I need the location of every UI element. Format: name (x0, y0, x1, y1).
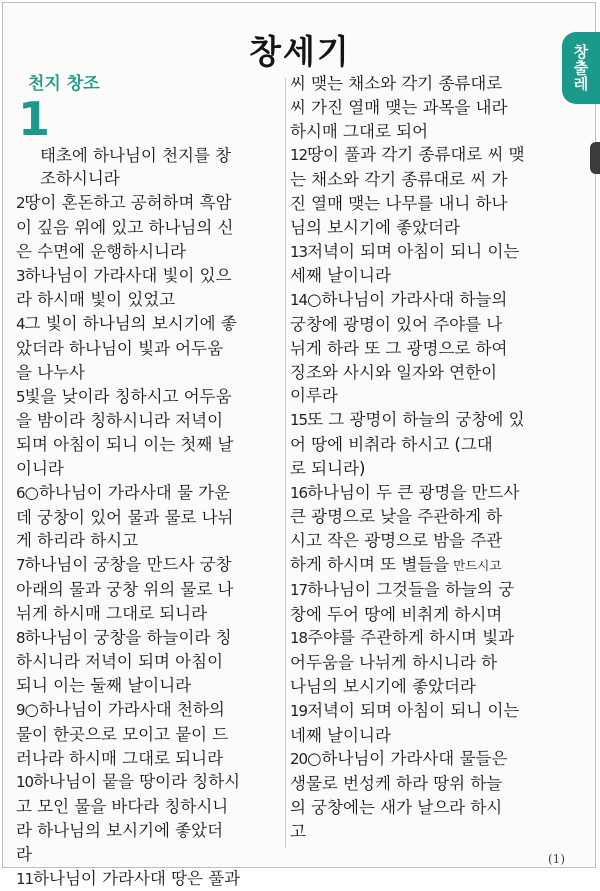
verse-number: 12 (290, 146, 307, 164)
verse-number: 18 (290, 629, 307, 647)
verse-number: 2 (16, 194, 25, 212)
verse-11 (16, 867, 282, 891)
verse-text: 빛을 낮이라 칭하시고 어두움 을 밤이라 칭하시니라 저녁이 되며 아침이 되니 이는 첫째 날 이니라 (16, 387, 234, 478)
verse-20 (290, 747, 558, 843)
book-index-tab[interactable]: 창출레 (562, 32, 600, 104)
verse-15 (290, 408, 558, 480)
verse-number: 5 (16, 388, 25, 406)
verse-text: 하나님이 두 큰 광명을 만드사 큰 광명으로 낮을 주관하게 하 시고 작은 광명으로 밤을 주관 하게 하시며 또 별들을 (290, 483, 519, 574)
verse-text: 태초에 하나님이 천지를 창 조하시니라 (40, 146, 231, 189)
verse-12 (290, 143, 558, 239)
verse-text: 하나님이 뭍을 땅이라 칭하시 고 모인 물을 바다라 칭하시니 라 하나님의 보시기에 좋았더 라 (16, 772, 240, 863)
verse-number: 20 (290, 750, 307, 768)
right-column (290, 72, 558, 844)
left-column (16, 72, 282, 891)
verse-number: 6 (16, 484, 25, 502)
verse-text: 하나님이 가라사대 빛이 있으 라 하시매 빛이 있었고 (16, 266, 232, 310)
verse-text: 하나님이 그것들을 하늘의 궁 창에 두어 땅에 비취게 하시며 (290, 580, 514, 624)
verse-text: 주야를 주관하게 하시며 빛과 어두움을 나뉘게 하시니라 하 나님의 보시기에 좋았더라 (290, 628, 514, 696)
verse-number: 8 (16, 629, 25, 647)
verse-17 (290, 578, 558, 627)
section-heading: 천지 창조 (28, 72, 282, 96)
verse-19 (290, 699, 558, 748)
verse-text: 그 빛이 하나님의 보시기에 좋 았더라 하나님이 빛과 어두움 을 나누사 (16, 314, 237, 382)
verse-16 (290, 481, 558, 578)
verse-number: 7 (16, 556, 25, 574)
verse-7 (16, 553, 282, 625)
verse-4 (16, 312, 282, 384)
verse-text: ○하나님이 가라사대 물 가운 데 궁창이 있어 물과 물로 나뉘 게 하리라 하시고 (16, 483, 234, 551)
column-divider (285, 78, 286, 848)
verse-10 (16, 770, 282, 866)
verse-14 (290, 288, 558, 408)
verse-number: 4 (16, 315, 25, 333)
verse-13 (290, 240, 558, 289)
verse-number: 16 (290, 484, 307, 502)
verse-text: 또 그 광명이 하늘의 궁창에 있 어 땅에 비취라 하시고 (그대 로 되니라) (290, 410, 525, 478)
verse-number: 19 (290, 702, 307, 720)
verse-9 (16, 698, 282, 770)
verse-continuation: 씨 맺는 채소와 각기 종류대로 씨 가진 열매 맺는 과목을 내라 하시매 그대로 되어 (290, 72, 558, 143)
verse-text: 땅이 풀과 각기 종류대로 씨 맺 는 채소와 각기 종류대로 씨 가 진 열매 맺는 나무를 내니 하나 님의 보시기에 좋았더라 (290, 145, 525, 236)
verse-3 (16, 264, 282, 313)
verse-number: 13 (290, 243, 307, 261)
verse-number: 17 (290, 581, 307, 599)
verse-text: 저녁이 되며 아침이 되니 이는 세째 날이니라 (290, 242, 519, 286)
verse-text: 땅이 혼돈하고 공허하며 흑암 이 깊음 위에 있고 하나님의 신 은 수면에 운행하시니라 (16, 193, 234, 261)
verse-number: 14 (290, 291, 307, 309)
verse-number: 10 (16, 773, 33, 791)
verse-number: 15 (290, 411, 307, 429)
verse-18 (290, 626, 558, 698)
page-edge-marker (590, 142, 600, 174)
verse-text: 하나님이 궁창을 만드사 궁창 아래의 물과 궁창 위의 물로 나 뉘게 하시매 그대로 되니라 (16, 555, 234, 623)
verse-text: ○하나님이 가라사대 천하의 물이 한곳으로 모이고 뭍이 드 러나라 하시매 그대로 되니라 (16, 700, 228, 768)
verse-number: 11 (16, 870, 33, 888)
verse-1 (16, 96, 282, 191)
page-number: (1) (548, 852, 565, 866)
verse-number: 9 (16, 701, 25, 719)
verse-text: 하나님이 가라사대 땅은 풀과 (33, 869, 240, 888)
verse-text: ○하나님이 가라사대 하늘의 궁창에 광명이 있어 주야를 나 뉘게 하라 또 그 광명으로 하여 징조와 사시와 일자와 연한이 이루라 (290, 290, 508, 405)
verse-text: 하나님이 궁창을 하늘이라 칭 하시니라 저녁이 되며 아침이 되니 이는 둘째 날이니라 (16, 628, 232, 696)
verse-5 (16, 385, 282, 481)
verse-small-text: 만드시고 (449, 558, 501, 573)
book-title: 창세기 (0, 26, 600, 73)
verse-text: ○하나님이 가라사대 물들은 생물로 번성케 하라 땅위 하늘 의 궁창에는 새가 날으라 하시 고 (290, 749, 507, 840)
verse-2 (16, 191, 282, 263)
verse-6 (16, 481, 282, 553)
verse-number: 3 (16, 267, 25, 285)
chapter-number: 1 (18, 95, 50, 143)
verse-text: 저녁이 되며 아침이 되니 이는 네째 날이니라 (290, 701, 519, 745)
verse-8 (16, 626, 282, 698)
